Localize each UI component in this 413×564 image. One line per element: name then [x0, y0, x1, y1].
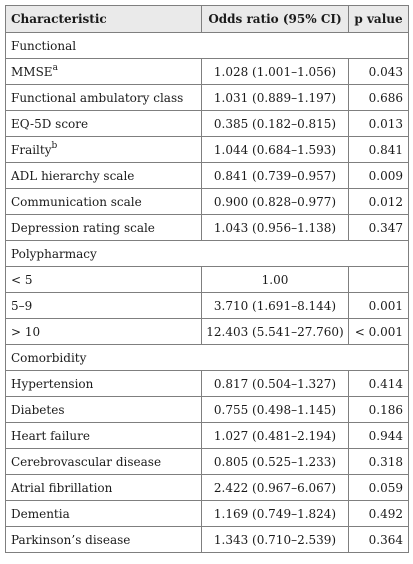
p-value-cell: 0.347 — [349, 215, 409, 241]
characteristic-cell — [6, 163, 202, 189]
table-row — [6, 397, 409, 423]
section-title: Functional — [6, 33, 409, 59]
odds-ratio-cell: 1.169 (0.749–1.824) — [202, 501, 349, 527]
odds-ratio-cell: 1.00 — [202, 267, 349, 293]
table-row — [6, 215, 409, 241]
p-value-cell: 0.492 — [349, 501, 409, 527]
section-row — [6, 33, 409, 59]
odds-ratio-cell: 0.755 (0.498–1.145) — [202, 397, 349, 423]
p-value-cell: 0.841 — [349, 137, 409, 163]
p-value-cell: 0.012 — [349, 189, 409, 215]
characteristic-label: Functional ambulatory class — [11, 90, 184, 105]
table-row — [6, 423, 409, 449]
odds-ratio-cell: 0.385 (0.182–0.815) — [202, 111, 349, 137]
characteristic-cell — [6, 267, 202, 293]
characteristic-label: Cerebrovascular disease — [11, 454, 162, 469]
characteristic-label: Depression rating scale — [11, 220, 155, 235]
p-value-cell: 0.686 — [349, 85, 409, 111]
results-table-container — [5, 5, 409, 553]
p-value-cell: 0.013 — [349, 111, 409, 137]
table-row — [6, 371, 409, 397]
characteristic-label: Heart failure — [11, 428, 90, 443]
p-value-cell: 0.414 — [349, 371, 409, 397]
table-row — [6, 85, 409, 111]
table-body — [6, 33, 409, 553]
odds-ratio-cell: 2.422 (0.967–6.067) — [202, 475, 349, 501]
characteristic-label: 5–9 — [11, 298, 33, 313]
section-title: Comorbidity — [6, 345, 409, 371]
characteristic-cell — [6, 475, 202, 501]
odds-ratio-cell: 0.841 (0.739–0.957) — [202, 163, 349, 189]
odds-ratio-cell: 3.710 (1.691–8.144) — [202, 293, 349, 319]
table-row — [6, 111, 409, 137]
characteristic-cell — [6, 85, 202, 111]
odds-ratio-cell: 1.027 (0.481–2.194) — [202, 423, 349, 449]
section-row — [6, 345, 409, 371]
characteristic-label: Atrial fibrillation — [11, 480, 113, 495]
header-characteristic: Characteristic — [6, 6, 202, 33]
p-value-cell: 0.043 — [349, 59, 409, 85]
characteristic-label: Parkinson’s disease — [11, 532, 131, 547]
p-value-cell: < 0.001 — [349, 319, 409, 345]
characteristic-label: < 5 — [11, 272, 33, 287]
p-value-cell: 0.186 — [349, 397, 409, 423]
odds-ratio-cell: 0.817 (0.504–1.327) — [202, 371, 349, 397]
characteristic-label: EQ-5D score — [11, 116, 89, 131]
section-row — [6, 241, 409, 267]
odds-ratio-cell: 1.031 (0.889–1.197) — [202, 85, 349, 111]
table-row — [6, 59, 409, 85]
section-title: Polypharmacy — [6, 241, 409, 267]
odds-ratio-cell: 0.900 (0.828–0.977) — [202, 189, 349, 215]
p-value-cell: 0.001 — [349, 293, 409, 319]
odds-ratio-cell: 0.805 (0.525–1.233) — [202, 449, 349, 475]
p-value-cell: 0.944 — [349, 423, 409, 449]
p-value-cell: 0.318 — [349, 449, 409, 475]
table-row — [6, 449, 409, 475]
table-row — [6, 475, 409, 501]
header-p-value: p value — [349, 6, 409, 33]
characteristic-cell — [6, 397, 202, 423]
characteristic-cell — [6, 423, 202, 449]
characteristic-label: Dementia — [11, 506, 70, 521]
table-row — [6, 293, 409, 319]
header-odds-ratio: Odds ratio (95% CI) — [202, 6, 349, 33]
table-row — [6, 163, 409, 189]
table-row — [6, 137, 409, 163]
table-row — [6, 319, 409, 345]
characteristic-cell — [6, 59, 202, 85]
p-value-cell — [349, 267, 409, 293]
characteristic-cell — [6, 137, 202, 163]
odds-ratio-cell: 1.343 (0.710–2.539) — [202, 527, 349, 553]
characteristic-cell — [6, 293, 202, 319]
odds-ratio-cell: 1.044 (0.684–1.593) — [202, 137, 349, 163]
odds-ratio-cell: 12.403 (5.541–27.760) — [202, 319, 349, 345]
characteristic-label: > 10 — [11, 324, 41, 339]
characteristic-cell — [6, 371, 202, 397]
characteristic-cell — [6, 215, 202, 241]
characteristic-label: Communication scale — [11, 194, 142, 209]
footnote-marker: a — [52, 62, 58, 73]
odds-ratio-cell: 1.028 (1.001–1.056) — [202, 59, 349, 85]
characteristic-label: Hypertension — [11, 376, 94, 391]
table-row — [6, 267, 409, 293]
characteristic-label: MMSE — [11, 64, 53, 79]
odds-ratio-table — [5, 5, 409, 553]
p-value-cell: 0.364 — [349, 527, 409, 553]
characteristic-cell — [6, 449, 202, 475]
characteristic-label: Diabetes — [11, 402, 65, 417]
footnote-marker: b — [51, 140, 58, 151]
table-row — [6, 527, 409, 553]
table-row — [6, 501, 409, 527]
table-row — [6, 189, 409, 215]
characteristic-cell — [6, 501, 202, 527]
characteristic-cell — [6, 111, 202, 137]
characteristic-cell — [6, 189, 202, 215]
characteristic-label: ADL hierarchy scale — [11, 168, 135, 183]
p-value-cell: 0.059 — [349, 475, 409, 501]
header-row — [6, 6, 409, 33]
p-value-cell: 0.009 — [349, 163, 409, 189]
characteristic-label: Frailty — [11, 142, 52, 157]
characteristic-cell — [6, 527, 202, 553]
odds-ratio-cell: 1.043 (0.956–1.138) — [202, 215, 349, 241]
characteristic-cell — [6, 319, 202, 345]
